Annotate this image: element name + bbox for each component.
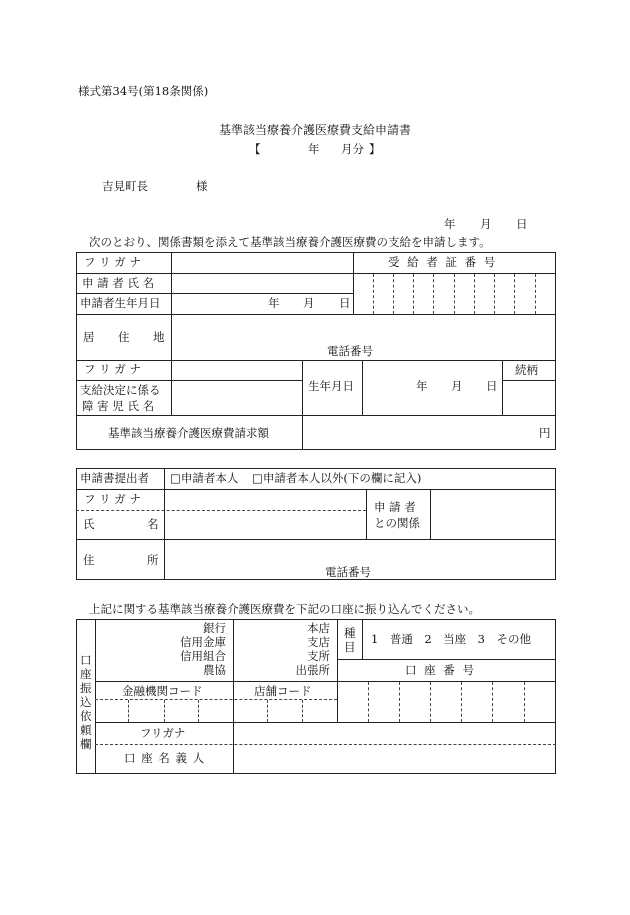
addressee-honorific: 様: [196, 179, 208, 193]
account-kind-label-2: 目: [344, 640, 356, 654]
child-furigana-label: フ リ ガ ナ: [84, 362, 141, 376]
period-open-bracket: 【: [249, 142, 261, 156]
applicant-birth-year: 年: [268, 296, 280, 310]
branch-type-office: 出張所: [295, 663, 330, 677]
account-holder-furigana-label: フリガナ: [140, 726, 186, 740]
bank-side-char: 欄: [80, 737, 92, 751]
submitter-option-other: □申請者本人以外(下の欄に記入): [252, 471, 422, 485]
child-name-label-2: 障 害 児 氏 名: [82, 399, 155, 413]
bank-side-char: 込: [80, 695, 92, 709]
bank-side-char: 振: [80, 681, 92, 695]
addressee-mayor: 吉見町長: [102, 179, 148, 193]
applicant-furigana-label: フ リ ガ ナ: [84, 255, 141, 269]
period-year: 年: [308, 142, 320, 156]
submitter-phone-label: 電話番号: [325, 565, 371, 579]
bank-side-char: 頼: [80, 723, 92, 737]
submitter-address-label-1: 住: [83, 553, 95, 567]
child-birth-label: 生年月日: [308, 379, 354, 393]
branch-type-sub: 支所: [307, 649, 330, 663]
account-number-label: 口 座 番 号: [405, 663, 476, 677]
branch-type-branch: 支店: [307, 635, 330, 649]
applicant-birth-month: 月: [303, 296, 315, 310]
intro-text: 次のとおり、関係書類を添えて基準該当療養介護医療費の支給を申請します。: [89, 235, 491, 249]
applicant-address-label-1: 居: [83, 330, 95, 344]
date-year: 年: [444, 217, 456, 231]
bank-side-char: 口: [80, 653, 92, 667]
account-kind-options: 1 普通 2 当座 3 その他: [371, 632, 531, 646]
submitter-name-label-1: 氏: [83, 517, 95, 531]
submitter-option-self: □申請者本人: [170, 471, 239, 485]
submitter-address-label-2: 所: [147, 553, 159, 567]
account-kind-label-1: 種: [344, 626, 356, 640]
date-month: 月: [480, 217, 492, 231]
claim-amount-unit: 円: [539, 426, 551, 440]
applicant-name-label: 申 請 者 氏 名: [82, 276, 155, 290]
bank-side-char: 依: [80, 709, 92, 723]
institution-type-bank: 銀行: [203, 621, 226, 635]
institution-type-shinkin: 信用金庫: [180, 635, 226, 649]
submitter-label: 申請書提出者: [80, 471, 149, 485]
date-day: 日: [516, 217, 528, 231]
form-number: 様式第34号(第18条関係): [78, 84, 209, 98]
institution-code-label: 金融機関コード: [122, 684, 203, 698]
child-birth-year: 年: [416, 379, 428, 393]
submitter-relation-label-2: との関係: [374, 516, 420, 530]
period-month: 月分: [341, 142, 364, 156]
claim-amount-label: 基準該当療養介護医療費請求額: [108, 426, 269, 440]
child-birth-day: 日: [486, 379, 498, 393]
bank-side-char: 座: [80, 667, 92, 681]
branch-code-label: 店舗コード: [254, 684, 312, 698]
applicant-birth-day: 日: [339, 296, 351, 310]
applicant-address-label-3: 地: [153, 330, 165, 344]
submitter-relation-label-1: 申 請 者: [374, 500, 416, 514]
institution-type-shinkumi: 信用組合: [180, 649, 226, 663]
child-name-label-1: 支給決定に係る: [80, 383, 161, 397]
branch-type-head: 本店: [307, 621, 330, 635]
applicant-phone-label: 電話番号: [327, 344, 373, 358]
child-relation-label: 続柄: [515, 363, 538, 377]
applicant-birth-label: 申請者生年月日: [80, 296, 161, 310]
institution-type-nokyo: 農協: [203, 663, 226, 677]
period-close-bracket: 】: [369, 142, 381, 156]
submitter-name-label-2: 名: [147, 517, 159, 531]
applicant-address-label-2: 住: [118, 330, 130, 344]
form-title: 基準該当療養介護医療費支給申請書: [218, 123, 411, 137]
transfer-intro-text: 上記に関する基準該当療養介護医療費を下記の口座に振り込んでください。: [89, 602, 480, 616]
submitter-furigana-label: フ リ ガ ナ: [84, 492, 141, 506]
account-holder-label: 口 座 名 義 人: [124, 751, 206, 765]
recipient-cert-number-label: 受 給 者 証 番 号: [388, 255, 498, 269]
child-birth-month: 月: [451, 379, 463, 393]
